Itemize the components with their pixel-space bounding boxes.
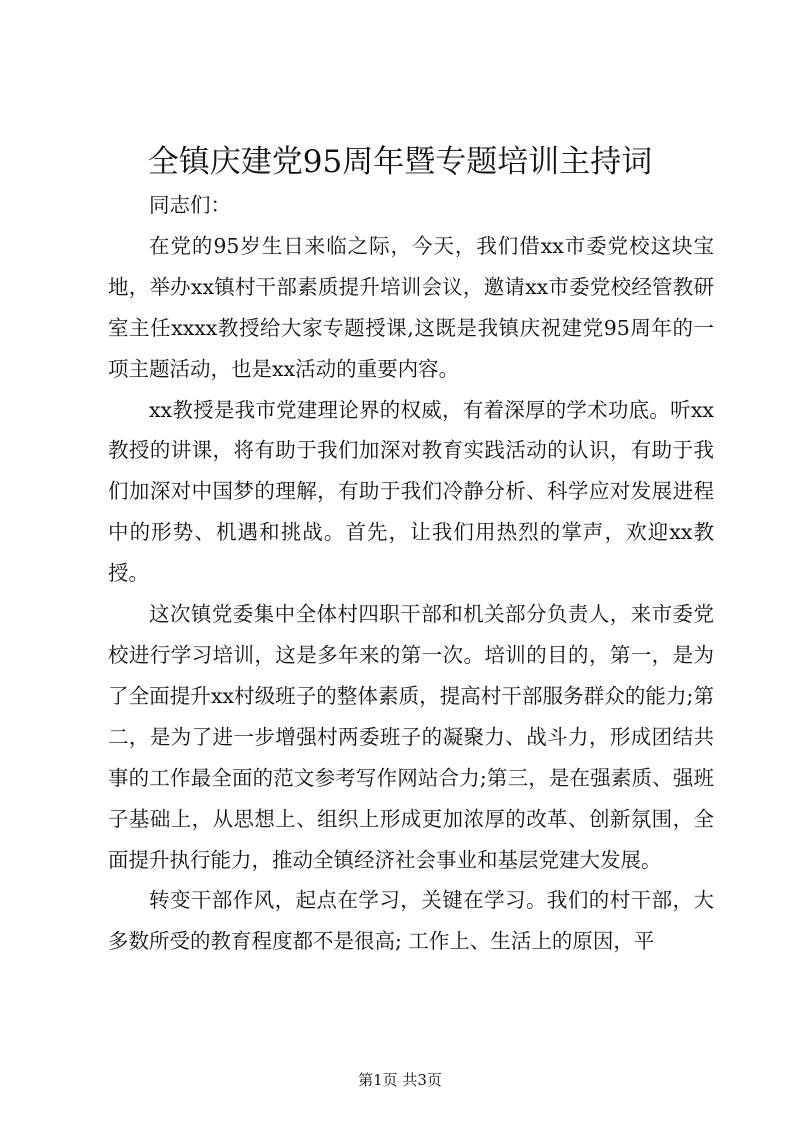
body-paragraph: 这次镇党委集中全体村四职干部和机关部分负责人，来市委党校进行学习培训，这是多年来的第一次。培训的目的，第一，是为了全面提升xx村级班子的整体素质，提高村干部服务群众的能力;第二，是为了进一步增强村两委班子的凝聚力、战斗力，形成团结共事的工作最全面的范文参考写作网站合力;第三，是在强素质、强班子基础上，从思想上、组织上形成更加浓厚的改革、创新氛围，全面提升执行能力，推动全镇经济社会事业和基层党建大发展。 <box>108 602 714 872</box>
salutation-paragraph: 同志们： <box>149 193 231 217</box>
body-paragraph: 在党的95岁生日来临之际，今天，我们借xx市委党校这块宝地，举办xx镇村干部素质提升培训会议，邀请xx市委党校经管教研室主任xxxx教授给大家专题授课,这既是我镇庆祝建党95周年的一项主题活动，也是xx活动的重要内容。 <box>108 233 714 381</box>
page-footer: 第1页 共3页 <box>358 1071 442 1089</box>
document-body <box>108 185 714 962</box>
body-paragraph: xx教授是我市党建理论界的权威，有着深厚的学术功底。听xx教授的讲课，将有助于我们加深对教育实践活动的认识，有助于我们加深对中国梦的理解，有助于我们冷静分析、科学应对发展进程中的形势、机遇和挑战。首先，让我们用热烈的掌声，欢迎xx教授。 <box>108 397 714 586</box>
body-paragraph: 转变干部作风，起点在学习，关键在学习。我们的村干部，大多数所受的教育程度都不是很高; 工作上、生活上的原因，平 <box>108 888 714 954</box>
document-title: 全镇庆建党95周年暨专题培训主持词 <box>147 144 653 180</box>
